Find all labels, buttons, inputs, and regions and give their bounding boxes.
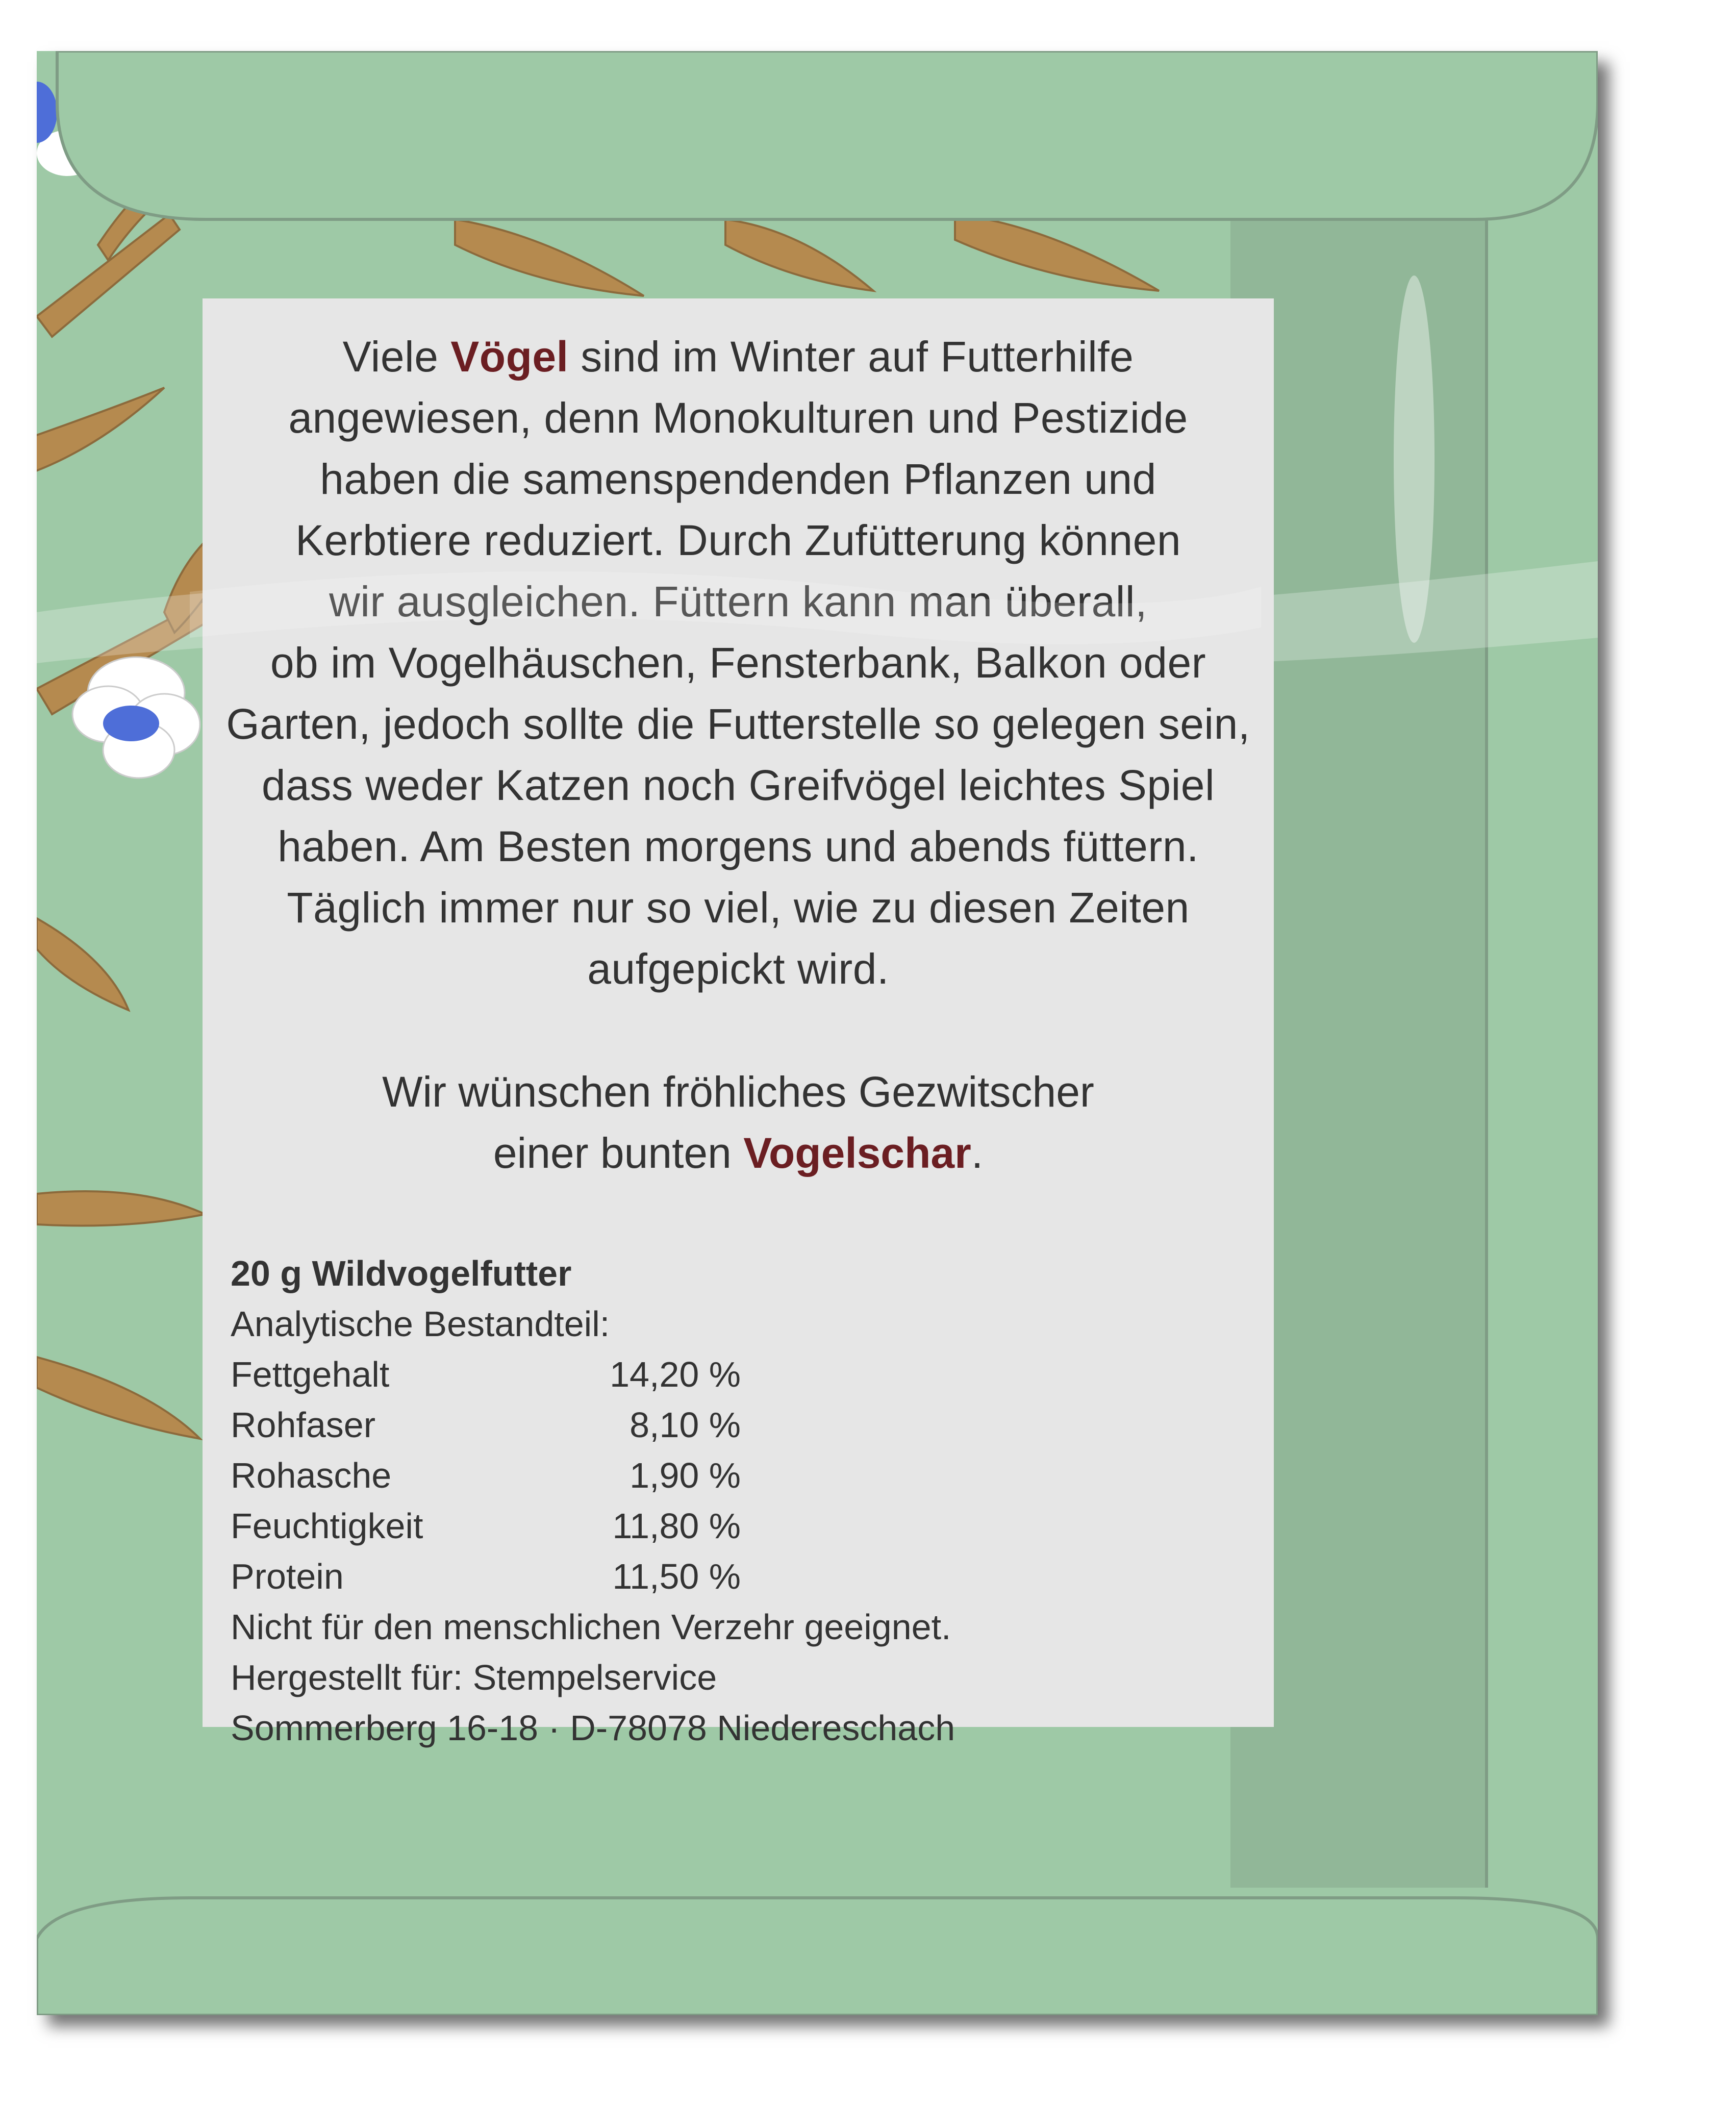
nutrient-row [231,1349,1251,1400]
nutrient-name: Protein [231,1557,344,1596]
highlight-voegel: Vögel [450,333,569,381]
bottom-flap [37,1898,1598,2015]
nutrient-name: Feuchtigkeit [231,1506,423,1546]
intro-line: angewiesen, denn Monokulturen und Pestizide [288,394,1188,442]
closing-line: Wir wünschen fröhliches Gezwitscher [382,1068,1094,1116]
nutrient-value: 8,10 % [630,1405,741,1445]
intro-line: Garten, jedoch sollte die Futterstelle so gelegen sein, [226,700,1250,748]
product-facts [231,1248,1251,1753]
info-label [203,298,1274,1748]
address-text: Sommerberg 16-18 · D-78078 Niedereschach [231,1708,955,1748]
highlight-vogelschar: Vogelschar [743,1129,971,1177]
nutrient-row [231,1501,1251,1551]
manufacturer-text: Hergestellt für: Stempelservice [231,1658,717,1697]
nutrient-name: Rohfaser [231,1405,376,1445]
warning-text: Nicht für den menschlichen Verzehr geeignet. [231,1607,951,1647]
intro-line: haben die samenspendenden Pflanzen und [320,455,1156,503]
nutrient-value: 11,50 % [612,1557,741,1596]
intro-text [203,326,1274,999]
intro-line: wir ausgleichen. Füttern kann man überall, [329,578,1147,625]
nutrient-row [231,1551,1251,1602]
intro-line: Kerbtiere reduziert. Durch Zufütterung können [295,516,1181,564]
intro-line: Viele Vögel sind im Winter auf Futterhilfe [342,333,1134,381]
nutrient-row [231,1450,1251,1501]
top-flap [57,51,1598,219]
nutrient-value: 1,90 % [630,1456,741,1495]
nutrient-value: 14,20 % [610,1355,741,1394]
intro-line: dass weder Katzen noch Greifvögel leichtes Spiel [261,761,1215,809]
nutrient-name: Rohasche [231,1456,392,1495]
analysis-heading: Analytische Bestandteil: [231,1304,610,1344]
closing-text [203,1061,1274,1184]
intro-line: Täglich immer nur so viel, wie zu diesen Zeiten [287,884,1190,932]
nutrient-value: 11,80 % [612,1506,741,1546]
intro-line: haben. Am Besten morgens und abends füttern. [278,822,1199,870]
product-title: 20 g Wildvogelfutter [231,1253,572,1293]
closing-line: einer bunten Vogelschar. [493,1129,984,1177]
intro-line: aufgepickt wird. [587,945,889,993]
nutrient-name: Fettgehalt [231,1355,390,1394]
nutrient-row [231,1400,1251,1450]
intro-line: ob im Vogelhäuschen, Fensterbank, Balkon oder [270,639,1206,687]
seed-packet [37,51,1598,2015]
